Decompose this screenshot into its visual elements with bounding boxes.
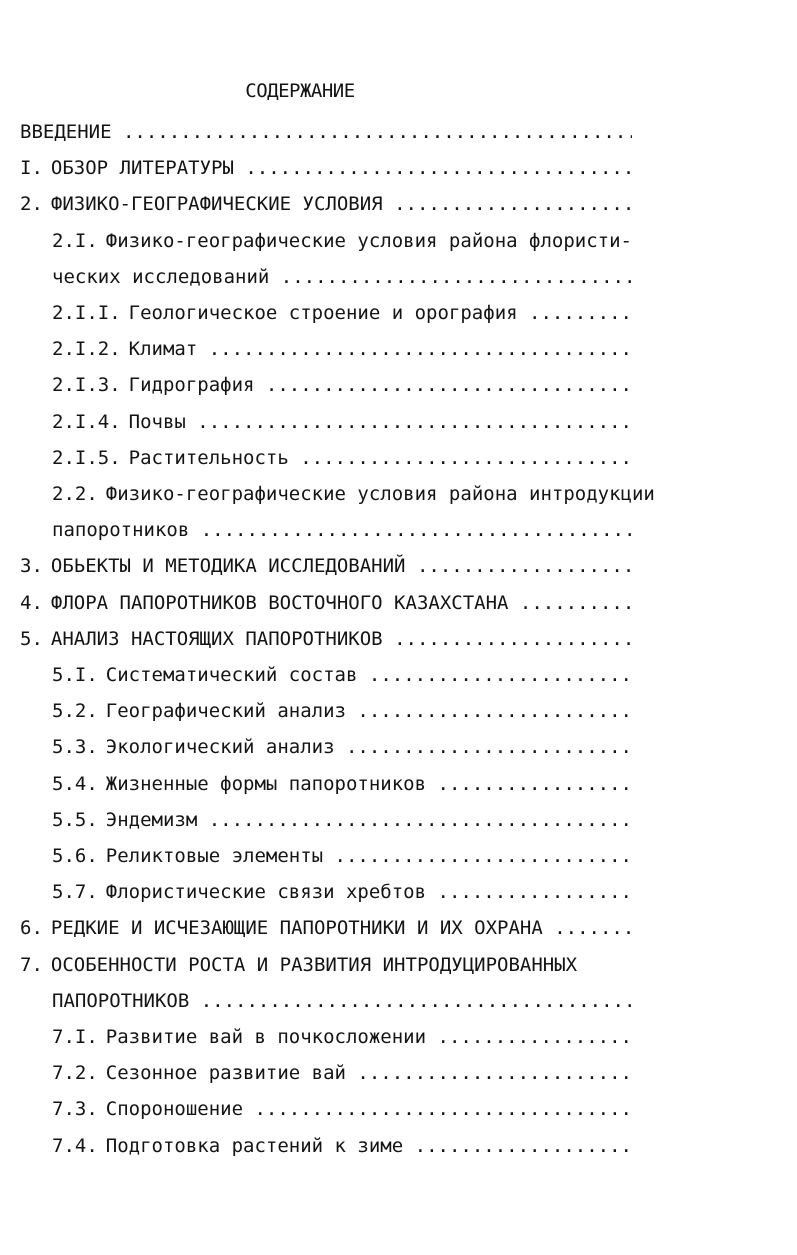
toc-entry-number: 5.2. xyxy=(52,700,98,723)
toc-entry xyxy=(52,874,632,910)
toc-entry xyxy=(52,259,632,295)
page-title: СОДЕРЖАНИЕ xyxy=(245,80,355,102)
toc-entry xyxy=(20,621,632,657)
toc-entry-text: ВВЕДЕНИЕ xyxy=(20,121,112,143)
toc-entry-number: 2.I.4. xyxy=(52,410,121,433)
toc-entry-number: 2.I.5. xyxy=(52,446,121,469)
toc-entry-text: Почвы xyxy=(128,410,186,433)
toc-entry-text: Реликтовые элементы xyxy=(105,845,324,867)
toc-entry-text: Жизненные формы папоротников xyxy=(105,772,427,795)
toc-entry-number: 2. xyxy=(20,193,43,216)
toc-entry-text: ОБЗОР ЛИТЕРАТУРЫ xyxy=(50,157,234,180)
toc-entry xyxy=(52,1055,632,1091)
toc-entry xyxy=(52,1019,632,1055)
toc-entry-text: Систематический состав xyxy=(105,664,358,686)
toc-entry xyxy=(20,186,632,222)
toc-entry-text: Гидрография xyxy=(128,374,255,397)
toc-entry xyxy=(52,295,632,331)
toc-entry-number: 2.I.3. xyxy=(52,374,121,397)
toc-entry xyxy=(52,693,632,729)
toc-entry-text: ОСОБЕННОСТИ РОСТА И РАЗВИТИЯ ИНТРОДУЦИРОВАННЫХ xyxy=(50,953,578,976)
toc-entry xyxy=(20,548,632,584)
toc-entry xyxy=(52,476,789,512)
toc-entry xyxy=(20,585,632,621)
toc-entry xyxy=(20,947,789,983)
toc-entry-number: 5.7. xyxy=(52,881,98,904)
toc-entry xyxy=(20,114,632,150)
toc-entry-number: 3. xyxy=(20,555,43,578)
toc-entry-text: ПАПОРОТНИКОВ xyxy=(52,989,190,1012)
toc-entry-text: ФИЗИКО-ГЕОГРАФИЧЕСКИЕ УСЛОВИЯ xyxy=(50,193,383,216)
toc-entry xyxy=(52,766,632,802)
toc-entry xyxy=(52,802,632,838)
toc-entry-text: РЕДКИЕ И ИСЧЕЗАЮЩИЕ ПАПОРОТНИКИ И ИХ ОХРАНА xyxy=(50,917,543,940)
toc-entry-text: Сезонное развитие вай xyxy=(105,1062,346,1085)
toc-entry-text: Климат xyxy=(128,338,198,361)
toc-entry-number: 4. xyxy=(20,591,43,614)
toc-entry-text: Географический анализ xyxy=(105,700,346,723)
toc-entry-number: I. xyxy=(20,157,43,180)
toc-entry-number: 2.I.I. xyxy=(52,302,121,324)
toc-entry-number: 6. xyxy=(20,917,43,940)
toc-entry-text: Физико-географические условия района интродукции xyxy=(105,483,655,505)
toc-entry xyxy=(52,983,632,1019)
toc-entry xyxy=(52,1091,632,1127)
toc-entry-number: 2.I.2. xyxy=(52,338,121,361)
toc-entry-text: Развитие вай в почкосложении xyxy=(105,1026,427,1048)
toc-entry xyxy=(52,729,632,765)
toc-entry-text: Экологический анализ xyxy=(105,736,335,759)
toc-entry xyxy=(52,440,632,476)
toc-entry-number: 7.3. xyxy=(52,1098,98,1121)
toc-entry-text: Спороношение xyxy=(105,1098,244,1121)
toc-entry-text: папоротников xyxy=(52,519,190,542)
toc-entry-number: 5.6. xyxy=(52,845,98,867)
toc-entry xyxy=(52,404,632,440)
toc-entry-text: Физико-географические условия района флористи- xyxy=(105,229,632,252)
toc-entry xyxy=(52,1128,632,1164)
toc-entry xyxy=(20,910,632,946)
toc-entry-number: 7.I. xyxy=(52,1026,98,1048)
toc-entry-number: 5. xyxy=(20,627,43,650)
toc-entry-number: 7.2. xyxy=(52,1062,98,1085)
toc-entry-text: АНАЛИЗ НАСТОЯЩИХ ПАПОРОТНИКОВ xyxy=(50,627,383,650)
toc-entry-number: 7. xyxy=(20,953,43,976)
toc-entry-number: 5.4. xyxy=(52,772,98,795)
toc-entry-text: Эндемизм xyxy=(105,808,198,831)
toc-entry xyxy=(52,657,632,693)
toc-entry-text: ческих исследований xyxy=(52,265,270,288)
toc-entry-number: 7.4. xyxy=(52,1134,98,1157)
toc-entry xyxy=(20,150,632,186)
toc-entry-number: 5.3. xyxy=(52,736,98,759)
toc-entry-number: 5.5. xyxy=(52,808,98,831)
toc-entry-text: Геологическое строение и орография xyxy=(128,302,518,324)
toc-entry-number: 2.2. xyxy=(52,483,98,505)
toc-entry xyxy=(52,331,632,367)
toc-entry xyxy=(52,838,632,874)
toc-entry xyxy=(52,223,789,259)
toc-entry-number: 5.I. xyxy=(52,664,98,686)
toc-entry-text: Растительность xyxy=(128,446,289,469)
toc-entry-number: 2.I. xyxy=(52,229,98,252)
toc-entry-text: Флористические связи хребтов xyxy=(105,881,427,904)
toc-entry xyxy=(52,512,632,548)
toc-entry-text: Подготовка растений к зиме xyxy=(105,1134,404,1157)
toc-entry-text: ФЛОРА ПАПОРОТНИКОВ ВОСТОЧНОГО КАЗАХСТАНА xyxy=(50,591,509,614)
toc-entry-text: ОБЬЕКТЫ И МЕТОДИКА ИССЛЕДОВАНИЙ xyxy=(50,555,406,578)
toc-entry xyxy=(52,367,632,403)
